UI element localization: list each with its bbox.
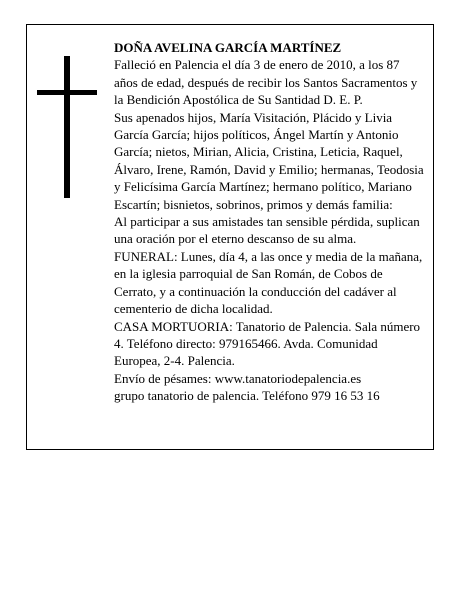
death-announcement: Falleció en Palencia el día 3 de enero de 2010, a los 87 años de edad, después de recibir los Santos Sacramentos y la Bendición Apostólica de Su Santidad D. E. P. <box>114 57 418 108</box>
obituary-notice <box>26 24 434 450</box>
funeral-group-phone: grupo tanatorio de palencia. Teléfono 979 16 53 16 <box>114 388 380 404</box>
mourners-list: Sus apenados hijos, María Visitación, Plácido y Livia García García; hijos políticos, Ángel Martín y Antonio García; nietos, Mirian, Alicia, Cristina, Leticia, Raquel, Álvaro, Irene, Ramón, David y Emilio; hermanas, Teodosia y Felicísima García Martínez; hermano político, Mariano Escartín; bisnietos, sobrinos, primos y demás familia: <box>114 109 424 212</box>
condolences-website: Envío de pésames: www.tanatoriodepalencia.es <box>114 370 362 386</box>
deceased-name: DOÑA AVELINA GARCÍA MARTÍNEZ <box>114 40 342 55</box>
funeral-home-details: CASA MORTUORIA: Tanatorio de Palencia. Sala número 4. Teléfono directo: 979165466. Avda. Comunidad Europea, 2-4. Palencia. <box>114 318 421 369</box>
funeral-details: FUNERAL: Lunes, día 4, a las once y media de la mañana, en la iglesia parroquial de San Román, de Cobos de Cerrato, y a continuación la conducción del cadáver al cementerio de dicha localidad. <box>114 248 423 317</box>
cross-horizontal-bar <box>37 90 97 95</box>
obituary-text <box>114 39 426 405</box>
cross-vertical-bar <box>64 56 70 198</box>
prayer-request: Al participar a sus amistades tan sensible pérdida, suplican una oración por el eterno descanso de su alma. <box>114 214 420 247</box>
latin-cross-icon <box>37 56 97 198</box>
